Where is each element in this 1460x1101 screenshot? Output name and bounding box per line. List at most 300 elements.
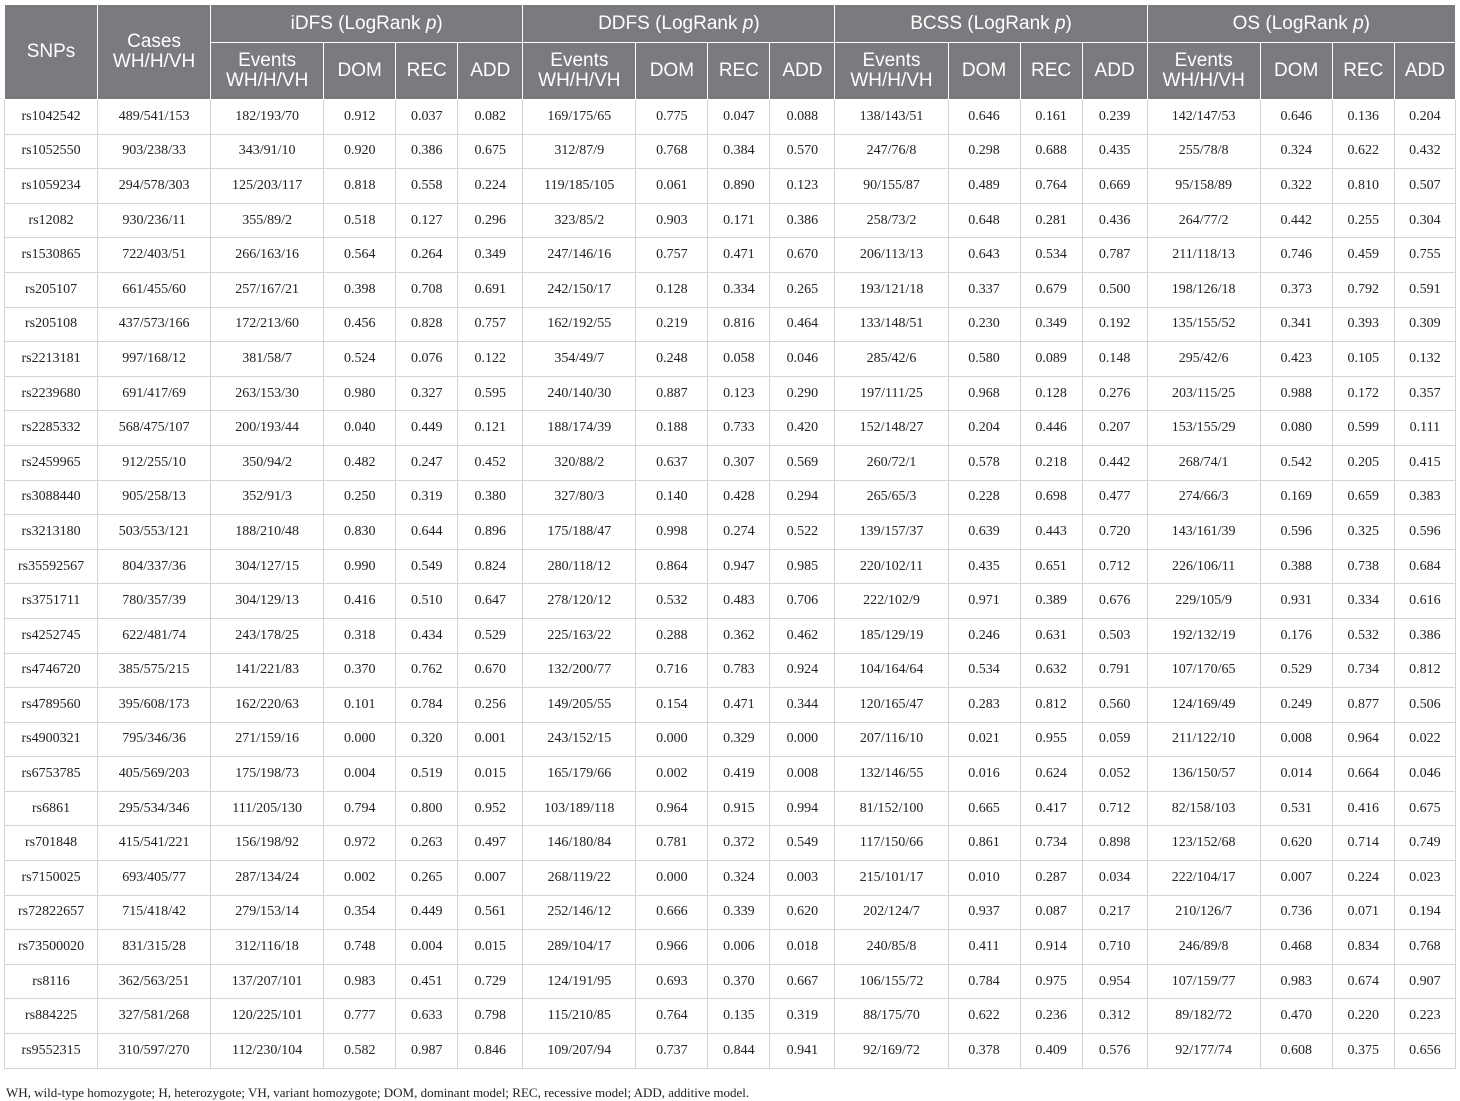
table-cell: 661/455/60 [98, 272, 211, 307]
table-cell: 258/73/2 [835, 203, 948, 238]
table-cell: 0.506 [1394, 688, 1455, 723]
table-cell: 0.964 [636, 791, 708, 826]
header-events-title: Events [862, 50, 921, 71]
header-events-sub: WH/H/VH [1162, 70, 1245, 91]
table-cell: 0.497 [458, 826, 523, 861]
table-cell: 243/152/15 [523, 722, 636, 757]
table-cell: 0.309 [1394, 307, 1455, 342]
table-cell: 0.298 [948, 134, 1020, 169]
snp-cell: rs3213180 [5, 515, 98, 550]
table-cell: 0.047 [708, 100, 770, 135]
table-cell: 0.846 [458, 1034, 523, 1069]
header-events-title: Events [1174, 50, 1233, 71]
table-cell: 0.676 [1082, 584, 1147, 619]
group-p: p [425, 12, 437, 34]
table-cell: 0.510 [396, 584, 458, 619]
table-cell: 0.669 [1082, 169, 1147, 204]
table-cell: 0.670 [458, 653, 523, 688]
table-cell: 0.972 [324, 826, 396, 861]
table-cell: 903/238/33 [98, 134, 211, 169]
table-cell: 0.675 [458, 134, 523, 169]
header-events-title: Events [550, 50, 609, 71]
table-cell: 278/120/12 [523, 584, 636, 619]
table-cell: 0.435 [1082, 134, 1147, 169]
table-cell: 137/207/101 [211, 964, 324, 999]
table-cell: 304/129/13 [211, 584, 324, 619]
table-cell: 0.058 [708, 342, 770, 377]
table-cell: 0.334 [1332, 584, 1394, 619]
header-rec: REC [1020, 43, 1082, 100]
table-cell: 350/94/2 [211, 445, 324, 480]
table-cell: 0.061 [636, 169, 708, 204]
table-cell: 0.135 [708, 999, 770, 1034]
table-cell: 0.281 [1020, 203, 1082, 238]
table-cell: 310/597/270 [98, 1034, 211, 1069]
table-cell: 0.386 [770, 203, 835, 238]
table-body [5, 100, 1456, 1069]
snp-cell: rs3088440 [5, 480, 98, 515]
table-cell: 0.101 [324, 688, 396, 723]
header-dom: DOM [948, 43, 1020, 100]
table-cell: 0.643 [948, 238, 1020, 273]
table-cell: 0.903 [636, 203, 708, 238]
table-cell: 0.887 [636, 376, 708, 411]
table-cell: 0.998 [636, 515, 708, 550]
table-cell: 0.748 [324, 930, 396, 965]
table-cell: 327/581/268 [98, 999, 211, 1034]
table-cell: 0.386 [396, 134, 458, 169]
table-cell: 0.230 [948, 307, 1020, 342]
header-group-idfs [211, 5, 523, 43]
table-cell: 0.265 [770, 272, 835, 307]
table-cell: 0.733 [708, 411, 770, 446]
table-cell: 264/77/2 [1147, 203, 1260, 238]
table-cell: 0.464 [770, 307, 835, 342]
table-cell: 0.489 [948, 169, 1020, 204]
table-cell: 0.294 [770, 480, 835, 515]
table-cell: 0.451 [396, 964, 458, 999]
table-cell: 0.720 [1082, 515, 1147, 550]
table-cell: 0.341 [1260, 307, 1332, 342]
table-cell: 0.089 [1020, 342, 1082, 377]
table-cell: 0.398 [324, 272, 396, 307]
table-cell: 395/608/173 [98, 688, 211, 723]
table-cell: 0.896 [458, 515, 523, 550]
table-cell: 0.349 [1020, 307, 1082, 342]
group-close: ) [1065, 12, 1072, 34]
group-p: p [742, 12, 754, 34]
table-cell: 295/534/346 [98, 791, 211, 826]
header-dom: DOM [636, 43, 708, 100]
table-cell: 0.052 [1082, 757, 1147, 792]
table-cell: 0.907 [1394, 964, 1455, 999]
table-cell: 95/158/89 [1147, 169, 1260, 204]
table-row [5, 999, 1456, 1034]
table-cell: 0.000 [636, 722, 708, 757]
table-cell: 0.646 [1260, 100, 1332, 135]
group-p: p [1054, 12, 1066, 34]
table-cell: 0.409 [1020, 1034, 1082, 1069]
table-cell: 0.781 [636, 826, 708, 861]
table-cell: 266/163/16 [211, 238, 324, 273]
table-cell: 320/88/2 [523, 445, 636, 480]
header-cases [98, 5, 211, 100]
table-cell: 0.674 [1332, 964, 1394, 999]
header-rec: REC [708, 43, 770, 100]
table-cell: 0.416 [324, 584, 396, 619]
table-cell: 0.443 [1020, 515, 1082, 550]
table-cell: 0.595 [458, 376, 523, 411]
table-cell: 0.971 [948, 584, 1020, 619]
table-row [5, 826, 1456, 861]
table-cell: 0.452 [458, 445, 523, 480]
snp-cell: rs3751711 [5, 584, 98, 619]
table-cell: 0.037 [396, 100, 458, 135]
table-cell: 0.564 [324, 238, 396, 273]
table-cell: 0.148 [1082, 342, 1147, 377]
table-cell: 0.947 [708, 549, 770, 584]
table-cell: 0.596 [1394, 515, 1455, 550]
table-cell: 0.816 [708, 307, 770, 342]
table-cell: 0.176 [1260, 618, 1332, 653]
table-row [5, 169, 1456, 204]
table-cell: 0.651 [1020, 549, 1082, 584]
table-cell: 0.169 [1260, 480, 1332, 515]
table-cell: 0.693 [636, 964, 708, 999]
table-cell: 117/150/66 [835, 826, 948, 861]
table-cell: 0.549 [770, 826, 835, 861]
snp-cell: rs1042542 [5, 100, 98, 135]
table-cell: 295/42/6 [1147, 342, 1260, 377]
table-cell: 133/148/51 [835, 307, 948, 342]
table-cell: 385/575/215 [98, 653, 211, 688]
table-cell: 89/182/72 [1147, 999, 1260, 1034]
header-events [835, 43, 948, 100]
table-cell: 0.470 [1260, 999, 1332, 1034]
table-cell: 0.423 [1260, 342, 1332, 377]
table-cell: 0.924 [770, 653, 835, 688]
table-cell: 693/405/77 [98, 861, 211, 896]
table-cell: 0.446 [1020, 411, 1082, 446]
table-cell: 354/49/7 [523, 342, 636, 377]
table-cell: 0.569 [770, 445, 835, 480]
table-cell: 0.710 [1082, 930, 1147, 965]
table-cell: 103/189/118 [523, 791, 636, 826]
table-cell: 0.596 [1260, 515, 1332, 550]
table-cell: 0.534 [1020, 238, 1082, 273]
table-cell: 202/124/7 [835, 895, 948, 930]
table-cell: 0.034 [1082, 861, 1147, 896]
table-cell: 0.375 [1332, 1034, 1394, 1069]
table-cell: 0.471 [708, 688, 770, 723]
table-cell: 0.818 [324, 169, 396, 204]
group-close: ) [1363, 12, 1370, 34]
header-cases-title: Cases [127, 31, 181, 52]
table-row [5, 964, 1456, 999]
table-cell: 263/153/30 [211, 376, 324, 411]
table-cell: 0.864 [636, 549, 708, 584]
table-cell: 0.915 [708, 791, 770, 826]
snp-cell: rs35592567 [5, 549, 98, 584]
table-cell: 107/159/77 [1147, 964, 1260, 999]
table-cell: 0.337 [948, 272, 1020, 307]
table-cell: 240/85/8 [835, 930, 948, 965]
table-cell: 0.691 [458, 272, 523, 307]
table-cell: 132/200/77 [523, 653, 636, 688]
table-cell: 0.007 [1260, 861, 1332, 896]
table-cell: 197/111/25 [835, 376, 948, 411]
table-cell: 0.434 [396, 618, 458, 653]
table-cell: 125/203/117 [211, 169, 324, 204]
table-cell: 0.014 [1260, 757, 1332, 792]
table-cell: 0.324 [708, 861, 770, 896]
table-cell: 0.236 [1020, 999, 1082, 1034]
table-cell: 211/118/13 [1147, 238, 1260, 273]
table-cell: 142/147/53 [1147, 100, 1260, 135]
table-cell: 343/91/10 [211, 134, 324, 169]
table-cell: 0.442 [1260, 203, 1332, 238]
table-cell: 622/481/74 [98, 618, 211, 653]
table-cell: 222/102/9 [835, 584, 948, 619]
footnote: WH, wild-type homozygote; H, heterozygote; VH, variant homozygote; DOM, dominant model; REC, recessive model; ADD, additive model. [6, 1084, 750, 1100]
table-row [5, 203, 1456, 238]
table-cell: 0.775 [636, 100, 708, 135]
table-cell: 722/403/51 [98, 238, 211, 273]
table-cell: 0.318 [324, 618, 396, 653]
table-cell: 0.349 [458, 238, 523, 273]
header-add: ADD [770, 43, 835, 100]
table-row [5, 480, 1456, 515]
snp-cell: rs701848 [5, 826, 98, 861]
table-cell: 141/221/83 [211, 653, 324, 688]
table-cell: 0.787 [1082, 238, 1147, 273]
table-cell: 0.194 [1394, 895, 1455, 930]
table-cell: 0.582 [324, 1034, 396, 1069]
table-cell: 0.264 [396, 238, 458, 273]
table-cell: 138/143/51 [835, 100, 948, 135]
table-cell: 0.675 [1394, 791, 1455, 826]
table-cell: 0.647 [458, 584, 523, 619]
table-cell: 0.482 [324, 445, 396, 480]
table-cell: 0.954 [1082, 964, 1147, 999]
table-cell: 0.898 [1082, 826, 1147, 861]
table-cell: 139/157/37 [835, 515, 948, 550]
table-cell: 0.449 [396, 411, 458, 446]
table-cell: 247/76/8 [835, 134, 948, 169]
table-cell: 0.263 [396, 826, 458, 861]
table-cell: 0.890 [708, 169, 770, 204]
header-add: ADD [458, 43, 523, 100]
table-cell: 0.001 [458, 722, 523, 757]
table-cell: 162/220/63 [211, 688, 324, 723]
table-cell: 0.578 [948, 445, 1020, 480]
group-name: DDFS (LogRank [598, 12, 743, 34]
table-cell: 260/72/1 [835, 445, 948, 480]
table-cell: 211/122/10 [1147, 722, 1260, 757]
snp-cell: rs9552315 [5, 1034, 98, 1069]
table-cell: 0.456 [324, 307, 396, 342]
table-cell: 0.980 [324, 376, 396, 411]
table-cell: 0.000 [636, 861, 708, 896]
table-cell: 0.664 [1332, 757, 1394, 792]
table-cell: 568/475/107 [98, 411, 211, 446]
table-cell: 0.519 [396, 757, 458, 792]
table-cell: 0.570 [770, 134, 835, 169]
table-cell: 257/167/21 [211, 272, 324, 307]
table-cell: 132/146/55 [835, 757, 948, 792]
table-cell: 0.128 [636, 272, 708, 307]
table-row [5, 100, 1456, 135]
table-cell: 0.304 [1394, 203, 1455, 238]
snp-cell: rs1059234 [5, 169, 98, 204]
table-cell: 0.983 [1260, 964, 1332, 999]
table-cell: 0.344 [770, 688, 835, 723]
header-rec: REC [1332, 43, 1394, 100]
table-cell: 0.016 [948, 757, 1020, 792]
table-cell: 0.534 [948, 653, 1020, 688]
table-cell: 0.580 [948, 342, 1020, 377]
table-cell: 795/346/36 [98, 722, 211, 757]
table-cell: 0.003 [770, 861, 835, 896]
table-cell: 0.004 [396, 930, 458, 965]
header-dom: DOM [1260, 43, 1332, 100]
table-cell: 930/236/11 [98, 203, 211, 238]
header-events-sub: WH/H/VH [538, 70, 621, 91]
table-cell: 0.002 [636, 757, 708, 792]
table-cell: 0.239 [1082, 100, 1147, 135]
table-cell: 268/74/1 [1147, 445, 1260, 480]
group-name: OS (LogRank [1232, 12, 1354, 34]
group-close: ) [753, 12, 760, 34]
header-events-title: Events [238, 50, 297, 71]
table-cell: 0.706 [770, 584, 835, 619]
table-cell: 0.123 [708, 376, 770, 411]
table-row [5, 549, 1456, 584]
table-cell: 0.591 [1394, 272, 1455, 307]
table-cell: 0.679 [1020, 272, 1082, 307]
table-cell: 0.784 [948, 964, 1020, 999]
table-cell: 82/158/103 [1147, 791, 1260, 826]
table-row [5, 307, 1456, 342]
table-cell: 285/42/6 [835, 342, 948, 377]
table-cell: 0.319 [770, 999, 835, 1034]
table-cell: 200/193/44 [211, 411, 324, 446]
table-cell: 0.791 [1082, 653, 1147, 688]
table-cell: 0.714 [1332, 826, 1394, 861]
table-cell: 0.529 [1260, 653, 1332, 688]
table-cell: 0.468 [1260, 930, 1332, 965]
table-cell: 135/155/52 [1147, 307, 1260, 342]
table-cell: 0.798 [458, 999, 523, 1034]
table-cell: 0.768 [1394, 930, 1455, 965]
table-cell: 312/87/9 [523, 134, 636, 169]
table-cell: 0.734 [1332, 653, 1394, 688]
table-cell: 0.357 [1394, 376, 1455, 411]
table-cell: 0.937 [948, 895, 1020, 930]
table-cell: 0.161 [1020, 100, 1082, 135]
header-group-os [1147, 5, 1455, 43]
table-cell: 0.307 [708, 445, 770, 480]
table-cell: 0.477 [1082, 480, 1147, 515]
table-cell: 0.964 [1332, 722, 1394, 757]
table-row [5, 411, 1456, 446]
table-cell: 0.737 [636, 1034, 708, 1069]
table-cell: 120/225/101 [211, 999, 324, 1034]
snp-cell: rs72822657 [5, 895, 98, 930]
subheader-row [5, 43, 1456, 100]
table-cell: 0.783 [708, 653, 770, 688]
table-row [5, 376, 1456, 411]
table-cell: 0.994 [770, 791, 835, 826]
table-cell: 90/155/87 [835, 169, 948, 204]
table-cell: 0.022 [1394, 722, 1455, 757]
header-group-bcss [835, 5, 1147, 43]
table-cell: 0.764 [636, 999, 708, 1034]
table-cell: 0.824 [458, 549, 523, 584]
group-name: iDFS (LogRank [290, 12, 426, 34]
table-cell: 0.436 [1082, 203, 1147, 238]
table-cell: 0.204 [948, 411, 1020, 446]
table-cell: 0.420 [770, 411, 835, 446]
table-cell: 0.952 [458, 791, 523, 826]
table-cell: 0.389 [1020, 584, 1082, 619]
table-cell: 0.608 [1260, 1034, 1332, 1069]
table-cell: 0.122 [458, 342, 523, 377]
table-cell: 0.830 [324, 515, 396, 550]
table-cell: 0.071 [1332, 895, 1394, 930]
snp-cell: rs8116 [5, 964, 98, 999]
table-cell: 280/118/12 [523, 549, 636, 584]
table-cell: 0.987 [396, 1034, 458, 1069]
table-cell: 0.111 [1394, 411, 1455, 446]
table-cell: 0.415 [1394, 445, 1455, 480]
table-cell: 119/185/105 [523, 169, 636, 204]
table-cell: 0.205 [1332, 445, 1394, 480]
table-cell: 0.136 [1332, 100, 1394, 135]
table-cell: 0.698 [1020, 480, 1082, 515]
table-cell: 0.812 [1020, 688, 1082, 723]
table-cell: 0.388 [1260, 549, 1332, 584]
table-cell: 81/152/100 [835, 791, 948, 826]
table-cell: 0.076 [396, 342, 458, 377]
table-cell: 193/121/18 [835, 272, 948, 307]
table-cell: 0.558 [396, 169, 458, 204]
table-cell: 0.171 [708, 203, 770, 238]
table-cell: 327/80/3 [523, 480, 636, 515]
header-group-ddfs [523, 5, 835, 43]
table-cell: 0.659 [1332, 480, 1394, 515]
table-cell: 0.008 [770, 757, 835, 792]
table-cell: 265/65/3 [835, 480, 948, 515]
snp-cell: rs205108 [5, 307, 98, 342]
snp-cell: rs884225 [5, 999, 98, 1034]
table-cell: 0.712 [1082, 791, 1147, 826]
table-cell: 0.154 [636, 688, 708, 723]
header-add: ADD [1394, 43, 1455, 100]
table-cell: 312/116/18 [211, 930, 324, 965]
table-cell: 0.372 [708, 826, 770, 861]
table-row [5, 722, 1456, 757]
table-cell: 203/115/25 [1147, 376, 1260, 411]
table-cell: 352/91/3 [211, 480, 324, 515]
table-row [5, 791, 1456, 826]
table-cell: 0.459 [1332, 238, 1394, 273]
table-cell: 0.248 [636, 342, 708, 377]
table-cell: 0.384 [708, 134, 770, 169]
table-cell: 175/198/73 [211, 757, 324, 792]
header-events [211, 43, 324, 100]
table-cell: 0.877 [1332, 688, 1394, 723]
